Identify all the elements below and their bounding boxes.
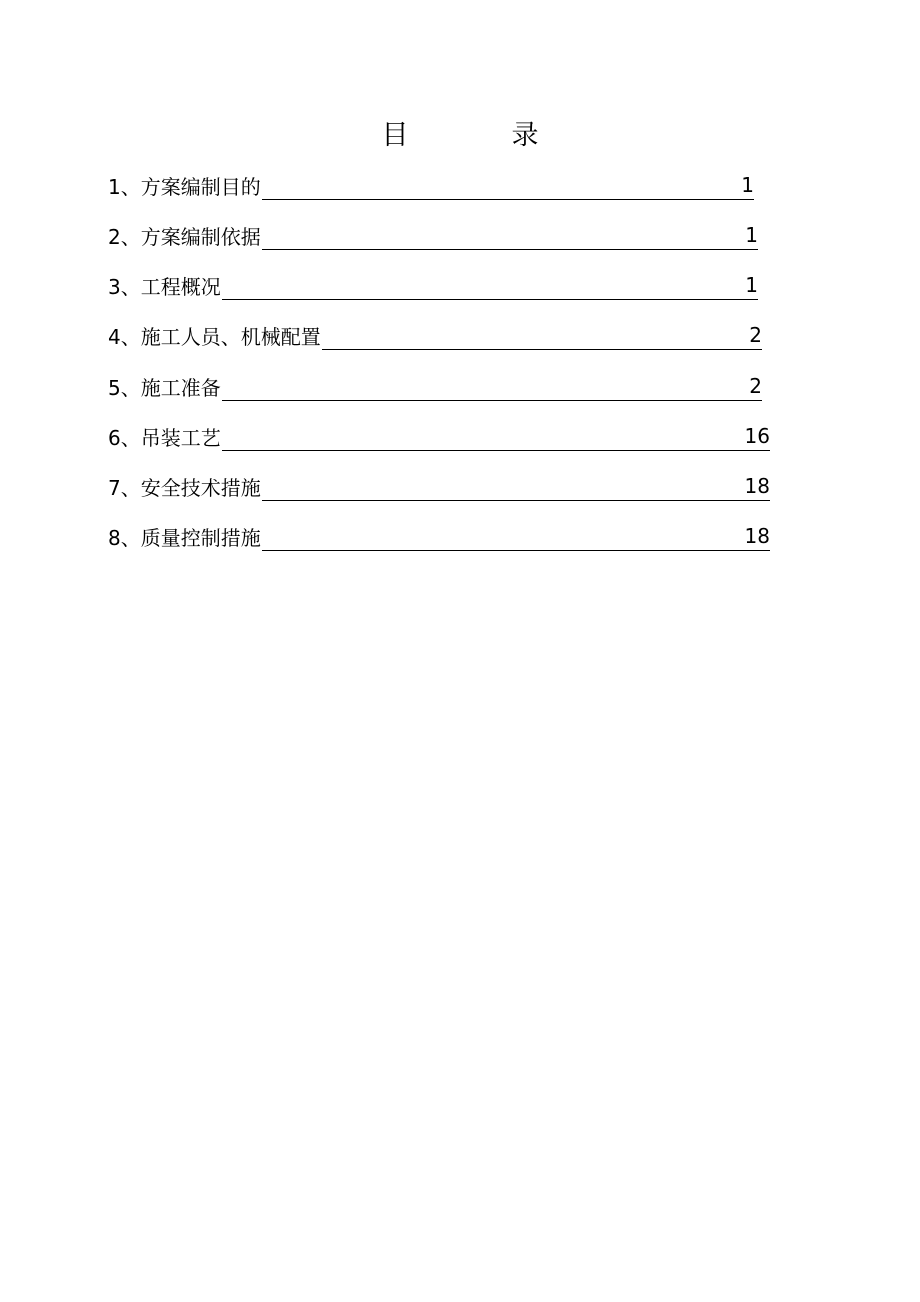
toc-entry-label: 4、施工人员、机械配置 xyxy=(108,325,321,349)
toc-leader-line xyxy=(262,499,745,501)
toc-leader-line xyxy=(322,348,750,350)
toc-leader-line xyxy=(262,248,746,250)
toc-entry[interactable] xyxy=(108,170,754,202)
toc-entry-label: 8、质量控制措施 xyxy=(108,526,261,550)
toc-entry[interactable] xyxy=(108,421,770,453)
toc-entry-page: 1 xyxy=(745,272,758,300)
toc-leader-line xyxy=(222,399,750,401)
toc-leader-line xyxy=(262,198,742,200)
toc-entry[interactable] xyxy=(108,521,770,553)
toc-leader-line xyxy=(222,298,746,300)
toc-entry-label: 5、施工准备 xyxy=(108,376,221,400)
toc-entry-label: 2、方案编制依据 xyxy=(108,225,261,249)
toc-list xyxy=(0,0,920,600)
toc-entry-label: 6、吊装工艺 xyxy=(108,426,221,450)
toc-entry-label: 1、方案编制目的 xyxy=(108,175,261,199)
toc-entry[interactable] xyxy=(108,471,770,503)
toc-entry-page: 1 xyxy=(741,172,754,200)
toc-leader-line xyxy=(262,549,745,551)
toc-title: 目 录 xyxy=(381,120,577,151)
toc-entry-label: 3、工程概况 xyxy=(108,275,221,299)
toc-entry-page: 18 xyxy=(745,473,770,501)
toc-entry-page: 1 xyxy=(745,222,758,250)
toc-entry-label: 7、安全技术措施 xyxy=(108,476,261,500)
toc-entry[interactable] xyxy=(108,320,762,352)
toc-entry-page: 2 xyxy=(749,373,762,401)
toc-entry[interactable] xyxy=(108,270,758,302)
toc-entry-page: 18 xyxy=(745,523,770,551)
toc-entry[interactable] xyxy=(108,371,762,403)
toc-entry-page: 2 xyxy=(749,322,762,350)
toc-entry[interactable] xyxy=(108,220,758,252)
toc-leader-line xyxy=(222,449,745,451)
toc-entry-page: 16 xyxy=(745,423,770,451)
